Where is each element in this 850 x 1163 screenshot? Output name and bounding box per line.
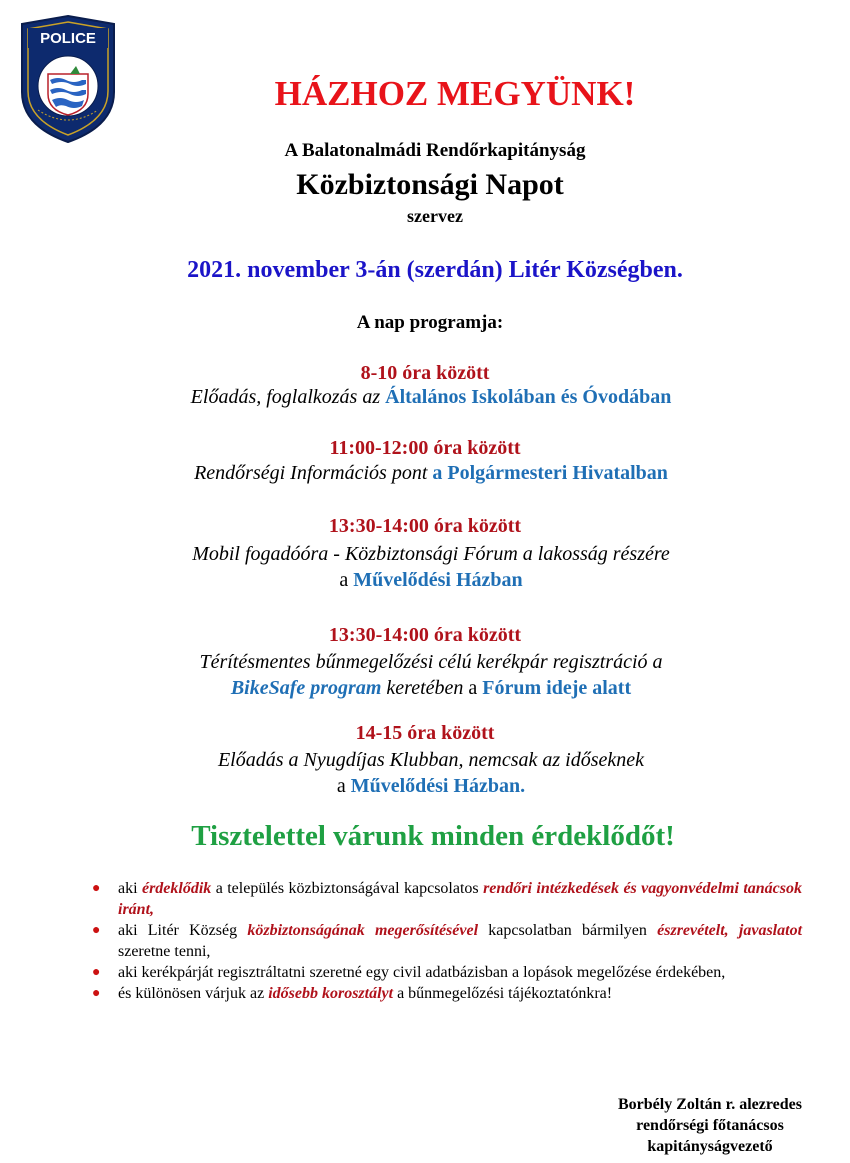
list-item: ● aki érdeklődik a település közbiztonságával kapcsolatos rendőri intézkedések és vagyonvédelmi tanácsok iránt, — [92, 880, 803, 918]
organizer-verb: szervez — [407, 206, 463, 226]
bullet-icon: ● — [92, 965, 101, 980]
badge-top-text: POLICE — [40, 30, 96, 47]
program-desc-4: Térítésmentes bűnmegelőzési célú kerékpár regisztráció a BikeSafe program keretében a Fórum ideje alatt — [199, 651, 663, 699]
invitation-bullet-list — [92, 878, 802, 1004]
program-time-1: 8-10 óra között — [360, 362, 490, 384]
event-date: 2021. november 3-án (szerdán) Litér Községben. — [187, 257, 683, 283]
signature-name: Borbély Zoltán r. alezredes — [618, 1096, 802, 1113]
organizer: A Balatonalmádi Rendőrkapitányság — [284, 140, 586, 161]
list-item: ● és különösen várjuk az idősebb korosztályt a bűnmegelőzési tájékoztatónkra! — [92, 985, 613, 1002]
program-title: A nap programja: — [356, 312, 504, 333]
headline: HÁZHOZ MEGYÜNK! — [274, 74, 636, 113]
program-desc-5: Előadás a Nyugdíjas Klubban, nemcsak az időseknek a Művelődési Házban. — [217, 749, 645, 797]
signature-rank: rendőrségi főtanácsos — [636, 1117, 784, 1134]
signature-block — [560, 1094, 850, 1157]
bullet-icon: ● — [92, 881, 101, 896]
signature-role: kapitányságvezető — [647, 1138, 773, 1155]
program-desc-2: Rendőrségi Információs pont a Polgármesteri Hivatalban — [194, 462, 668, 484]
program-desc-1: Előadás, foglalkozás az Általános Iskolában és Óvodában — [190, 386, 672, 408]
program-time-5: 14-15 óra között — [355, 722, 495, 744]
list-item: ● aki kerékpárját regisztráltatni szeretné egy civil adatbázisban a lopások megelőzése érdekében, — [92, 964, 726, 981]
list-item: ● aki Litér Község közbiztonságának megerősítésével kapcsolatban bármilyen észrevételt, javaslatot szeretne tenni, — [92, 922, 803, 960]
event-name: Közbiztonsági Napot — [296, 168, 564, 201]
program-time-4: 13:30-14:00 óra között — [328, 624, 522, 646]
program-time-3: 13:30-14:00 óra között — [328, 515, 522, 537]
program-time-2: 11:00-12:00 óra között — [329, 437, 521, 459]
program-desc-3: Mobil fogadóóra - Közbiztonsági Fórum a lakosság részére a Művelődési Házban — [192, 543, 670, 591]
bullet-icon: ● — [92, 923, 101, 938]
bullet-icon: ● — [92, 986, 101, 1001]
closing-invitation: Tisztelettel várunk minden érdeklődőt! — [191, 820, 675, 852]
